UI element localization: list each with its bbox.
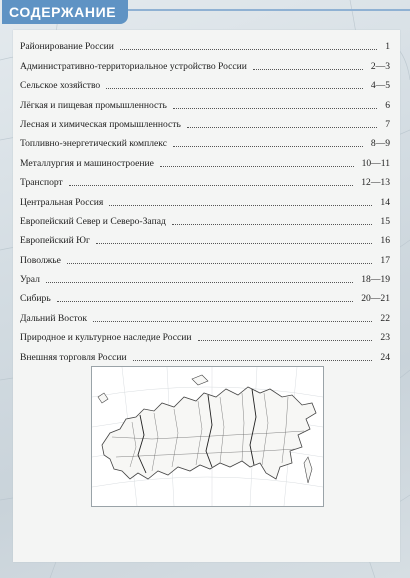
russia-map-drawing (92, 367, 323, 506)
contents-panel (13, 30, 400, 562)
toc-entry-page: 10—11 (361, 157, 390, 169)
toc-entry-page: 12—13 (361, 177, 390, 189)
toc-entry-title: Районирование России (20, 41, 114, 53)
toc-entry[interactable] (20, 114, 390, 133)
toc-entry-page: 20—21 (361, 293, 390, 305)
toc-entry-page: 6 (385, 99, 390, 111)
toc-entry-title: Сельское хозяйство (20, 80, 101, 92)
toc-entry-page: 2—3 (370, 60, 390, 72)
toc-dot-leader (67, 263, 372, 264)
toc-entry-page: 18—19 (361, 274, 390, 286)
toc-entry-page: 8—9 (370, 138, 390, 150)
toc-entry[interactable] (20, 288, 390, 307)
toc-entry[interactable] (20, 55, 390, 74)
toc-entry[interactable] (20, 230, 390, 249)
toc-entry-page: 15 (380, 215, 390, 227)
toc-entry-title: Европейский Север и Северо-Запад (20, 215, 166, 227)
toc-entry[interactable] (20, 133, 390, 152)
toc-entry-title: Лесная и химическая промышленность (20, 118, 181, 130)
toc-entry-page: 23 (380, 332, 390, 344)
toc-entry-page: 14 (380, 196, 390, 208)
toc-entry-title: Транспорт (20, 177, 63, 189)
toc-dot-leader (96, 243, 372, 244)
toc-entry[interactable] (20, 191, 390, 210)
toc-entry[interactable] (20, 36, 390, 55)
toc-entry[interactable] (20, 346, 390, 365)
toc-entry-title: Урал (20, 274, 40, 286)
toc-entry-title: Металлургия и машиностроение (20, 157, 154, 169)
toc-entry[interactable] (20, 249, 390, 268)
toc-entry[interactable] (20, 152, 390, 171)
toc-entry[interactable] (20, 269, 390, 288)
toc-dot-leader (160, 166, 354, 167)
toc-dot-leader (120, 49, 377, 50)
toc-dot-leader (173, 146, 363, 147)
toc-dot-leader (46, 282, 353, 283)
header-rule (126, 9, 410, 11)
toc-entry[interactable] (20, 75, 390, 94)
toc-entry[interactable] (20, 211, 390, 230)
toc-entry-page: 16 (380, 235, 390, 247)
toc-entry-page: 24 (380, 351, 390, 363)
toc-entry-title: Европейский Юг (20, 235, 90, 247)
toc-entry-page: 22 (380, 312, 390, 324)
toc-entry-page: 7 (385, 118, 390, 130)
toc-dot-leader (69, 185, 353, 186)
toc-entry-page: 1 (385, 41, 390, 53)
toc-entry-page: 17 (380, 254, 390, 266)
toc-dot-leader (198, 340, 372, 341)
toc-dot-leader (106, 88, 363, 89)
toc-entry[interactable] (20, 172, 390, 191)
russia-map-icon (91, 366, 324, 507)
toc-entry[interactable] (20, 327, 390, 346)
toc-entry-title: Лёгкая и пищевая промышленность (20, 99, 167, 111)
page-header (0, 0, 410, 26)
toc-dot-leader (57, 301, 353, 302)
toc-dot-leader (173, 108, 377, 109)
toc-entry-title: Топливно-энергетический комплекс (20, 138, 167, 150)
toc-dot-leader (93, 321, 372, 322)
toc-dot-leader (133, 360, 372, 361)
toc-entry-title: Природное и культурное наследие России (20, 332, 192, 344)
toc-dot-leader (187, 127, 377, 128)
page-title: СОДЕРЖАНИЕ (2, 0, 128, 24)
toc-entry-page: 4—5 (370, 80, 390, 92)
toc-entry-title: Дальний Восток (20, 312, 88, 324)
table-of-contents (20, 36, 390, 366)
toc-entry-title: Центральная Россия (20, 196, 104, 208)
toc-dot-leader (109, 205, 372, 206)
toc-entry[interactable] (20, 307, 390, 326)
toc-entry-title: Внешняя торговля России (20, 351, 127, 363)
toc-entry[interactable] (20, 94, 390, 113)
toc-dot-leader (253, 69, 363, 70)
toc-entry-title: Сибирь (20, 293, 51, 305)
toc-dot-leader (172, 224, 372, 225)
toc-entry-title: Административно-территориальное устройство России (20, 60, 247, 72)
toc-entry-title: Поволжье (20, 254, 61, 266)
